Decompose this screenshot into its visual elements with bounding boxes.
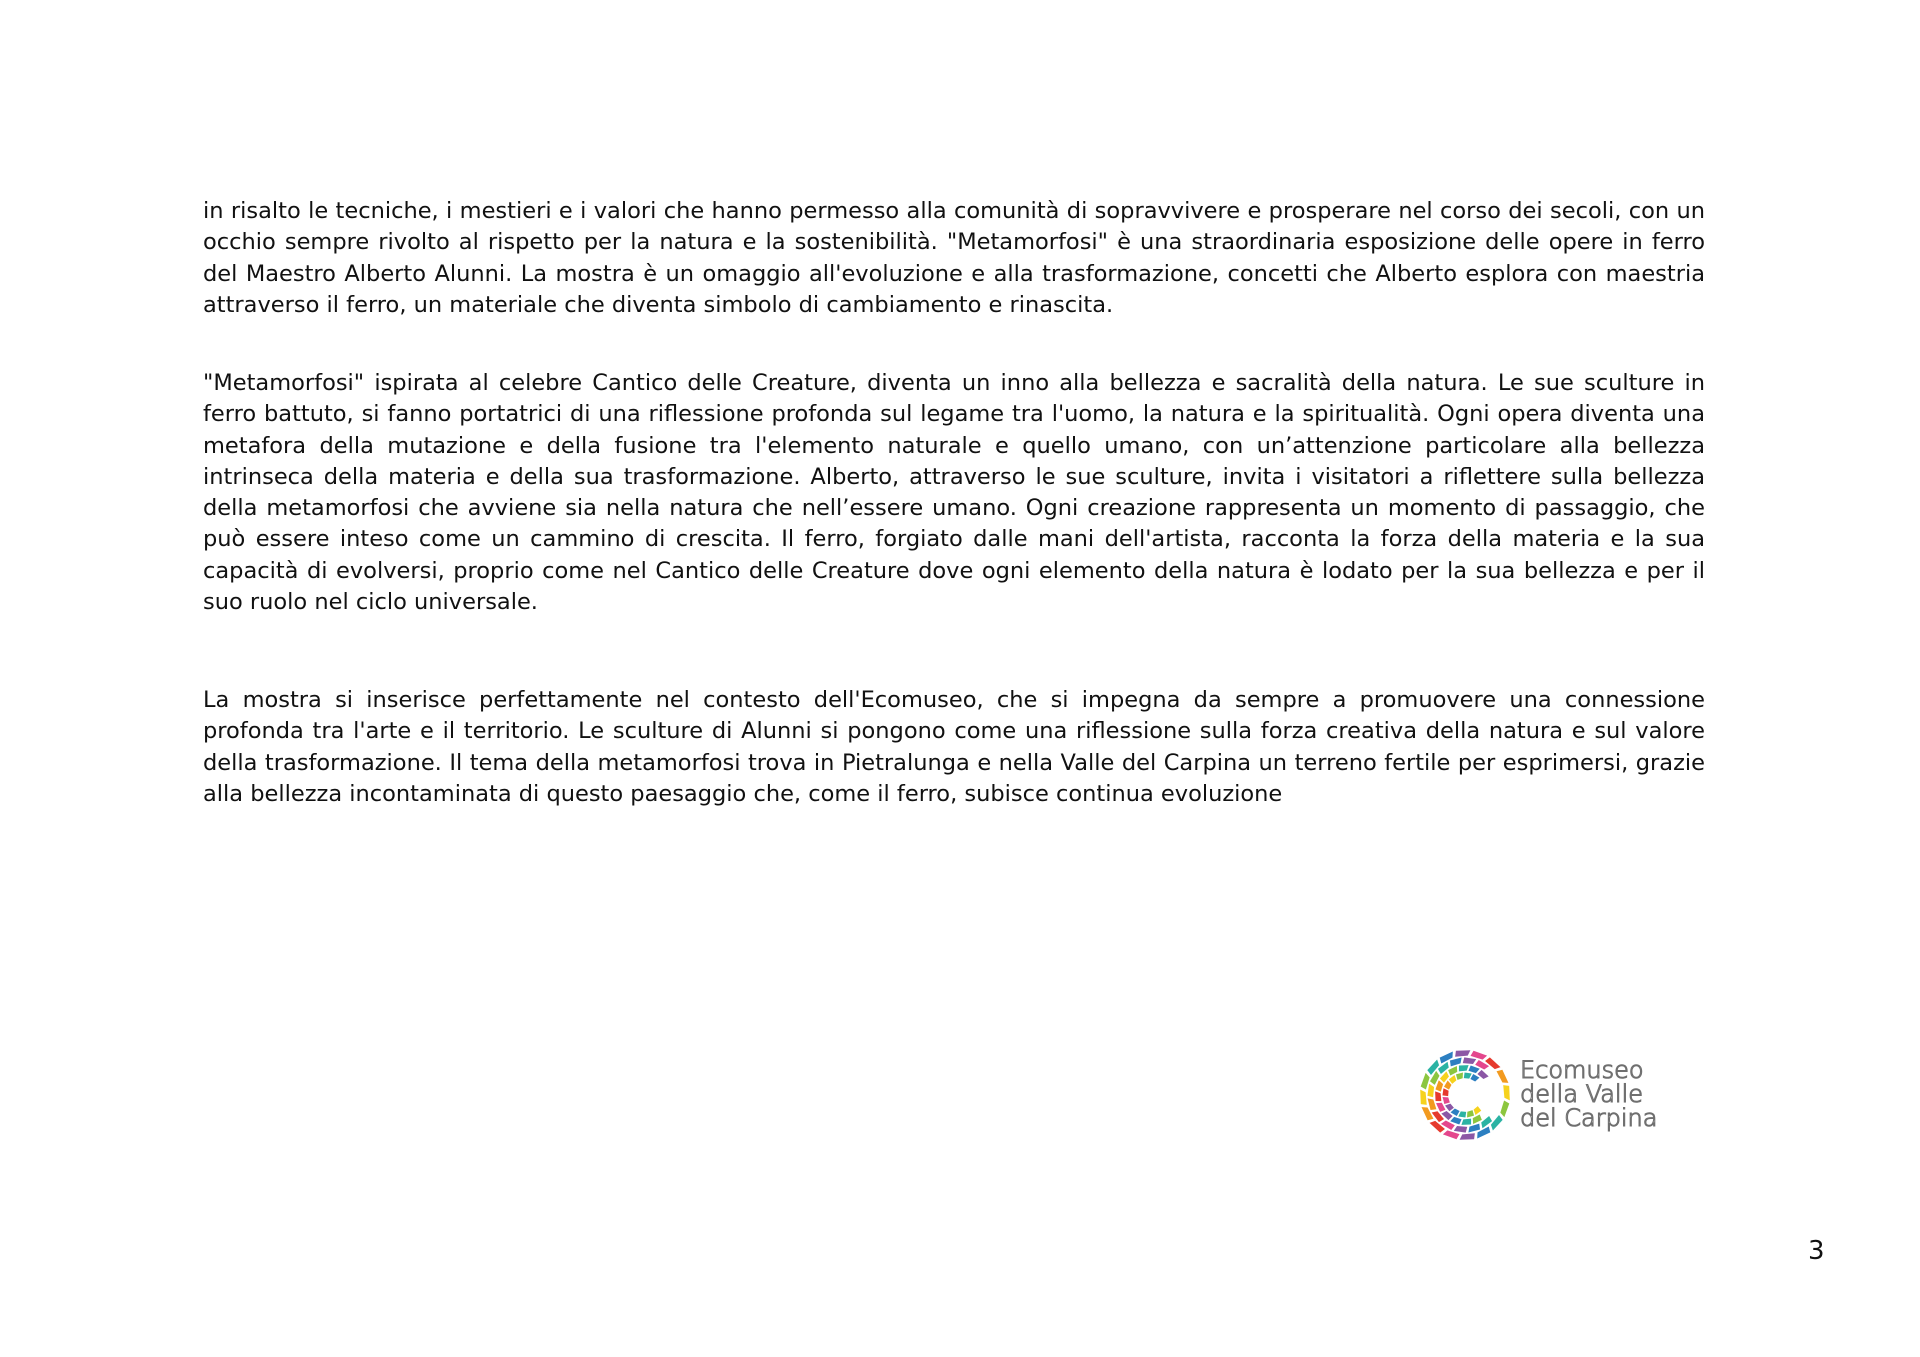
logo-stripe xyxy=(1444,1081,1451,1090)
paragraph-ecomuseo-context: La mostra si inserisce perfettamente nel contesto dell'Ecomuseo, che si impegna da sempre a promuovere una connessione profonda tra l'arte e il territorio. Le sculture di Alunni si pongono come una riflessione sulla forza creativa della natura e sul valore della trasformazione. Il tema della metamorfosi trova in Pietralunga e nella Valle del Carpina un terreno fertile per esprimersi, grazie alla bellezza incontaminata di questo paesaggio che, come il ferro, subisce continua evoluzione xyxy=(203,687,1705,807)
logo-stripe xyxy=(1464,1072,1472,1078)
logo-stripe xyxy=(1481,1116,1492,1128)
ecomuseo-logo xyxy=(1418,1048,1658,1144)
ecomuseo-c-emblem-icon xyxy=(1418,1048,1512,1142)
logo-wordmark xyxy=(1520,1058,1657,1130)
logo-stripe xyxy=(1456,1073,1463,1080)
logo-stripe xyxy=(1448,1066,1457,1075)
logo-stripe xyxy=(1454,1126,1467,1133)
logo-line-2: della Valle xyxy=(1520,1080,1644,1108)
logo-stripe xyxy=(1455,1050,1470,1057)
logo-stripe xyxy=(1432,1111,1444,1122)
logo-stripe xyxy=(1463,1057,1476,1064)
logo-stripe xyxy=(1445,1104,1454,1112)
logo-c-arc xyxy=(1452,1082,1475,1108)
logo-stripe xyxy=(1450,1058,1462,1067)
paragraph-metamorfosi: "Metamorfosi" ispirata al celebre Cantico delle Creature, diventa un inno alla bellezza e sacralità della natura. Le sue sculture in ferro battuto, si fanno portatrici di una riflessione profonda sul legame tra l'uomo, la natura e la spiritualità. Ogni opera diventa una metafora della mutazione e della fusione tra l'elemento naturale e quello umano, con un’attenzione particolare alla bellezza intrinseca della materia e della sua trasformazione. Alberto, attraverso le sue sculture, invita i visitatori a riflettere sulla bellezza della metamorfosi che avviene sia nella natura che nell’essere umano. Ogni creazione rappresenta un momento di passaggio, che può essere inteso come un cammino di crescita. Il ferro, forgiato dalle mani dell'artista, racconta la forza della materia e la sua capacità di evolversi, proprio come nel Cantico delle Creature dove ogni elemento della natura è lodato per la sua bellezza e per il suo ruolo nel ciclo universale. xyxy=(203,370,1705,616)
logo-stripe xyxy=(1427,1084,1434,1097)
logo-stripe xyxy=(1459,1065,1469,1071)
logo-stripe xyxy=(1473,1115,1482,1124)
page-number: 3 xyxy=(1808,1236,1825,1266)
logo-stripe xyxy=(1435,1091,1441,1101)
logo-stripe xyxy=(1436,1103,1445,1112)
logo-stripe xyxy=(1503,1085,1510,1100)
logo-stripe xyxy=(1491,1115,1503,1130)
logo-stripe xyxy=(1460,1133,1475,1140)
logo-stripe xyxy=(1468,1124,1480,1133)
logo-stripe xyxy=(1500,1101,1509,1118)
logo-stripe xyxy=(1443,1097,1450,1104)
logo-stripe xyxy=(1430,1121,1445,1133)
logo-stripe xyxy=(1427,1060,1439,1075)
logo-line-1: Ecomuseo xyxy=(1520,1056,1644,1084)
logo-stripe xyxy=(1449,1075,1457,1084)
logo-stripe xyxy=(1442,1088,1448,1096)
logo-stripe xyxy=(1485,1057,1500,1069)
logo-stripe xyxy=(1450,1117,1461,1125)
logo-stripe xyxy=(1443,1130,1460,1139)
logo-stripe xyxy=(1435,1080,1443,1091)
paragraph-intro: in risalto le tecniche, i mestieri e i valori che hanno permesso alla comunità di sopravvivere e prosperare nel corso dei secoli, con un occhio sempre rivolto al rispetto per la natura e la sostenibilità. "Metamorfosi" è una straordinaria esposizione delle opere in ferro del Maestro Alberto Alunni. La mostra è un omaggio all'evoluzione e alla trasformazione, concetti che Alberto esplora con maestria attraverso il ferro, un materiale che diventa simbolo di cambiamento e rinascita. xyxy=(203,198,1705,318)
logo-stripe xyxy=(1467,1110,1474,1117)
logo-stripe xyxy=(1497,1070,1509,1083)
logo-stripe xyxy=(1438,1062,1449,1074)
logo-stripe xyxy=(1451,1109,1460,1116)
logo-stripe xyxy=(1470,1074,1479,1081)
logo-line-3: del Carpina xyxy=(1520,1104,1658,1132)
logo-stripe xyxy=(1468,1065,1479,1073)
logo-stripe xyxy=(1421,1073,1430,1090)
logo-stripe xyxy=(1420,1090,1427,1105)
logo-stripe xyxy=(1474,1106,1482,1115)
logo-stripe xyxy=(1461,1119,1471,1125)
logo-stripe xyxy=(1458,1111,1466,1117)
logo-stripe xyxy=(1471,1051,1488,1060)
logo-stripe xyxy=(1428,1098,1437,1110)
